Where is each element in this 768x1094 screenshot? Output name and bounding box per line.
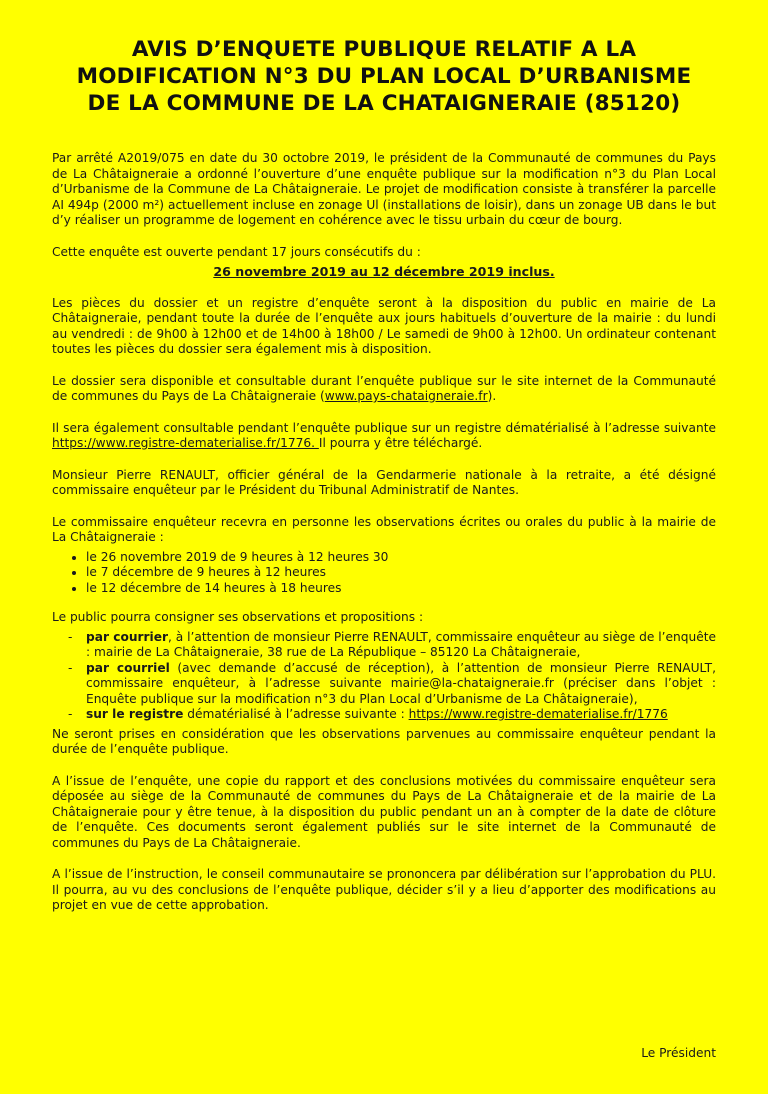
observation-courrier [86, 630, 716, 661]
website-end: ). [487, 389, 497, 403]
registry-end: Il pourra y être téléchargé. [318, 436, 483, 450]
courrier-label: par courrier [86, 629, 168, 644]
list-item: • le 12 décembre de 14 heures à 18 heures [86, 581, 716, 597]
registre-text: dématérialisé à l’adresse suivante : [183, 707, 409, 721]
reception-dates-list [52, 550, 716, 597]
observation-registre [86, 707, 716, 723]
courriel-label: par courriel [86, 660, 170, 675]
website-link[interactable]: www.pays-chataigneraie.fr [324, 389, 488, 403]
intro-paragraph: Par arrêté A2019/075 en date du 30 octobre 2019, le président de la Communauté de communes du Pays de La Châtaigneraie a ordonné l’ouverture d’une enquête publique sur la modification n°3 du Plan Local d’Urbanisme de la Commune de La Châtaigneraie. Le projet de modification consiste à transférer la parcelle AI 494p (2000 m²) actuellement incluse en zonage Ul (installations de loisir), dans un zonage UB dans le but d’y réaliser un programme de logement en cohérence avec le tissu urbain du cœur de bourg. [52, 151, 716, 227]
conclusion-paragraph: A l’issue de l’instruction, le conseil communautaire se prononcera par délibération sur l’approbation du PLU. Il pourra, au vu des conclusions de l’enquête publique, décider s’il y a lieu d’apporter des modifications au projet en vue de cette approbation. [52, 867, 716, 912]
registry-text: Il sera également consultable pendant l’enquête publique sur un registre dématérialisé à l’adresse suivante [52, 420, 716, 435]
registry-paragraph [52, 421, 716, 452]
registry-link[interactable]: https://www.registre-dematerialise.fr/1776. [52, 436, 319, 450]
notice-title [52, 36, 716, 117]
observation-courriel [86, 661, 716, 708]
signature: Le Président [641, 1046, 716, 1060]
courriel-text: (avec demande d’accusé de réception), à l’attention de monsieur Pierre RENAULT, commissaire enquêteur, à l’adresse suivante mairie@la-chataigneraie.fr (préciser dans l’objet : Enquête publique sur la modification n°3 du Plan Local d’Urbanisme de La Châtaigneraie), [86, 660, 716, 706]
title-line-2: MODIFICATION N°3 DU PLAN LOCAL D’URBANISME [76, 64, 692, 89]
registre-link[interactable]: https://www.registre-dematerialise.fr/1776 [408, 707, 668, 721]
commissioner-paragraph: Monsieur Pierre RENAULT, officier général de la Gendarmerie nationale à la retraite, a été désigné commissaire enquêteur par le Président du Tribunal Administratif de Nantes. [52, 467, 716, 497]
notice [52, 36, 716, 930]
registre-label: sur le registre [86, 707, 184, 721]
title-line-1: AVIS D’ENQUETE PUBLIQUE RELATIF A LA [131, 37, 637, 62]
enquiry-dates: 26 novembre 2019 au 12 décembre 2019 inclus. [213, 264, 555, 279]
duration-paragraph: Cette enquête est ouverte pendant 17 jours consécutifs du : [52, 244, 421, 259]
observations-list [52, 630, 716, 723]
website-text: Le dossier sera disponible et consultable durant l’enquête publique sur le site internet de la Communauté de communes du Pays de La Châtaigneraie ( [52, 373, 716, 403]
printer-mark [727, 888, 737, 984]
dossier-paragraph: Les pièces du dossier et un registre d’enquête seront à la disposition du public en mairie de La Châtaigneraie, pendant toute la durée de l’enquête aux jours habituels d’ouverture de la mairie : du lundi au vendredi : de 9h00 à 12h00 et de 14h00 à 18h00 / Le samedi de 9h00 à 12h00. Un ordinateur contenant toutes les pièces du dossier sera également mis à disposition. [52, 295, 716, 356]
report-paragraph: A l’issue de l’enquête, une copie du rapport et des conclusions motivées du commissaire enquêteur sera déposée au siège de la Communauté de communes du Pays de La Châtaigneraie et de la mairie de La Châtaigneraie pour y être tenue, à la disposition du public pendant un an à compter de la date de clôture de l’enquête. Ces documents seront également publiés sur le site internet de la Communauté de communes du Pays de La Châtaigneraie. [52, 773, 716, 850]
courrier-text: , à l’attention de monsieur Pierre RENAULT, commissaire enquêteur au siège de l’enquête : mairie de La Châtaigneraie, 38 rue de La République – 85120 La Châtaigneraie, [86, 629, 716, 659]
reception-intro: Le commissaire enquêteur recevra en personne les observations écrites ou orales du public à la mairie de La Châtaigneraie : [52, 514, 716, 544]
website-paragraph [52, 374, 716, 405]
title-line-3: DE LA COMMUNE DE LA CHATAIGNERAIE (85120) [87, 91, 681, 116]
consideration-paragraph: Ne seront prises en considération que les observations parvenues au commissaire enquêteur pendant la durée de l’enquête publique. [52, 726, 716, 756]
list-item: • le 26 novembre 2019 de 9 heures à 12 heures 30 [86, 550, 716, 566]
observations-intro: Le public pourra consigner ses observations et propositions : [52, 610, 424, 624]
list-item: • le 7 décembre de 9 heures à 12 heures [86, 565, 716, 581]
